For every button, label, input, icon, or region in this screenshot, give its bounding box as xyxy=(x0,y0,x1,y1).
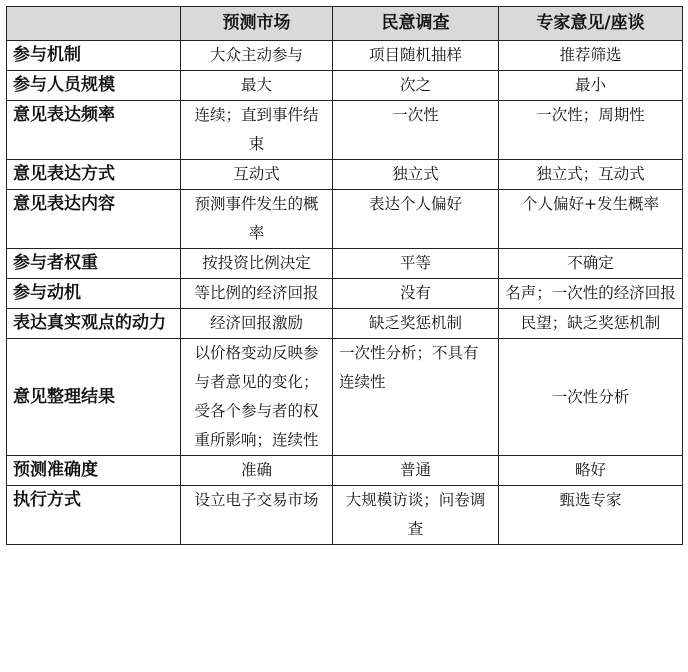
table-cell: 表达个人偏好 xyxy=(333,190,499,249)
table-row xyxy=(7,249,683,279)
row-label: 参与机制 xyxy=(7,41,181,71)
table-cell: 等比例的经济回报 xyxy=(181,279,333,309)
table-cell: 普通 xyxy=(333,456,499,486)
table-row xyxy=(7,279,683,309)
header-prediction-market: 预测市场 xyxy=(181,7,333,41)
table-cell: 一次性分析；不具有连续性 xyxy=(333,339,499,456)
table-cell: 独立式 xyxy=(333,160,499,190)
table-cell: 预测事件发生的概率 xyxy=(181,190,333,249)
header-row xyxy=(7,7,683,41)
table-cell: 民望；缺乏奖惩机制 xyxy=(499,309,683,339)
table-cell: 经济回报激励 xyxy=(181,309,333,339)
table-cell: 以价格变动反映参与者意见的变化；受各个参与者的权重所影响；连续性 xyxy=(181,339,333,456)
table-cell: 个人偏好+发生概率 xyxy=(499,190,683,249)
table-row xyxy=(7,486,683,545)
table-row xyxy=(7,71,683,101)
table-cell: 名声；一次性的经济回报 xyxy=(499,279,683,309)
table-cell: 独立式；互动式 xyxy=(499,160,683,190)
header-corner xyxy=(7,7,181,41)
row-label: 意见表达内容 xyxy=(7,190,181,249)
table-cell: 一次性 xyxy=(333,101,499,160)
table-cell: 一次性；周期性 xyxy=(499,101,683,160)
table-row xyxy=(7,190,683,249)
table-row xyxy=(7,339,683,456)
table-row xyxy=(7,101,683,160)
row-label: 参与人员规模 xyxy=(7,71,181,101)
table-cell: 大众主动参与 xyxy=(181,41,333,71)
table-row xyxy=(7,160,683,190)
table-cell: 一次性分析 xyxy=(499,339,683,456)
table-cell: 最大 xyxy=(181,71,333,101)
row-label: 执行方式 xyxy=(7,486,181,545)
table-row xyxy=(7,41,683,71)
row-label: 意见表达频率 xyxy=(7,101,181,160)
table-cell: 连续；直到事件结束 xyxy=(181,101,333,160)
table-cell: 按投资比例决定 xyxy=(181,249,333,279)
table-cell: 大规模访谈；问卷调查 xyxy=(333,486,499,545)
table-cell: 准确 xyxy=(181,456,333,486)
table-cell: 略好 xyxy=(499,456,683,486)
header-opinion-poll: 民意调查 xyxy=(333,7,499,41)
table-cell: 设立电子交易市场 xyxy=(181,486,333,545)
row-label: 参与动机 xyxy=(7,279,181,309)
table-cell: 推荐筛选 xyxy=(499,41,683,71)
row-label: 参与者权重 xyxy=(7,249,181,279)
row-label: 表达真实观点的动力 xyxy=(7,309,181,339)
table-cell: 缺乏奖惩机制 xyxy=(333,309,499,339)
table-cell: 最小 xyxy=(499,71,683,101)
table-cell: 甄选专家 xyxy=(499,486,683,545)
table-cell: 次之 xyxy=(333,71,499,101)
table-cell: 互动式 xyxy=(181,160,333,190)
table-cell: 不确定 xyxy=(499,249,683,279)
comparison-table xyxy=(6,6,683,545)
table-row xyxy=(7,456,683,486)
row-label: 意见整理结果 xyxy=(7,339,181,456)
row-label: 意见表达方式 xyxy=(7,160,181,190)
table-cell: 项目随机抽样 xyxy=(333,41,499,71)
table-cell: 没有 xyxy=(333,279,499,309)
table-cell: 平等 xyxy=(333,249,499,279)
header-expert-opinion: 专家意见/座谈 xyxy=(499,7,683,41)
table-row xyxy=(7,309,683,339)
row-label: 预测准确度 xyxy=(7,456,181,486)
